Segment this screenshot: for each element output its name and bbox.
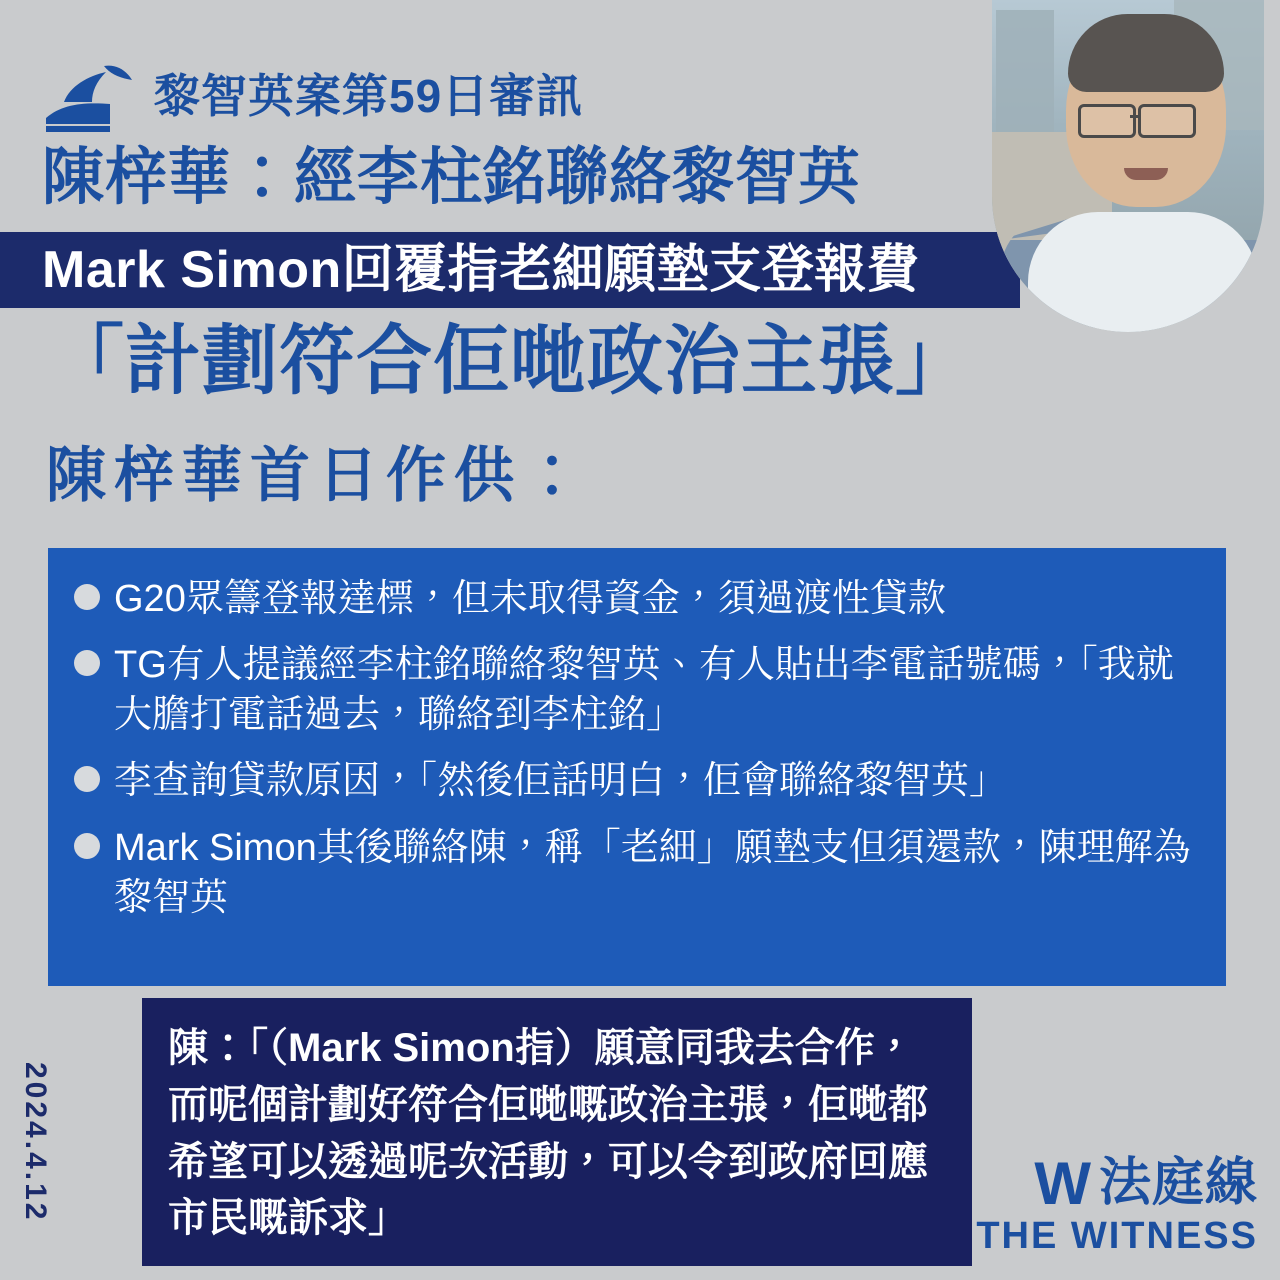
header-kicker-row (40, 58, 583, 134)
witness-w-icon: W (1034, 1150, 1089, 1217)
quote-box (142, 998, 972, 1266)
portrait-hair (1068, 14, 1224, 92)
brand-name-chinese: 法庭線 (1098, 1154, 1258, 1213)
quote-text: 陳：「（Mark Simon指）願意同我去合作，而呢個計劃好符合佢哋嘅政治主張，佢哋都希望可以透過呢次活動，可以令到政府回應市民嘅訴求」 (168, 1026, 928, 1241)
list-item-label: TG有人提議經李柱銘聯絡黎智英、有人貼出李電話號碼，「我就大膽打電話過去，聯絡到李柱銘」 (114, 644, 1174, 737)
brand-name-english: THE WITNESS (976, 1215, 1258, 1257)
portrait-mouth (1124, 168, 1168, 180)
bullet-dot-icon (74, 833, 100, 859)
list-item (74, 574, 1200, 624)
publication-date: 2024.4.12 (19, 1062, 52, 1223)
kicker-label: 黎智英案第59日審訊 (154, 70, 584, 122)
jimmy-lai-portrait (992, 0, 1264, 332)
headline-quote: 「計劃符合佢哋政治主張」 (48, 319, 972, 404)
testimony-bullet-box (48, 548, 1226, 986)
list-item-label: G20眾籌登報達標，但未取得資金，須過渡性貸款 (114, 578, 946, 620)
headline-leadin: 陳梓華首日作供： (46, 442, 590, 509)
bullet-dot-icon (74, 584, 100, 610)
bullet-dot-icon (74, 766, 100, 792)
portrait-glasses-right (1138, 104, 1196, 138)
list-item-label: Mark Simon其後聯絡陳，稱「老細」願墊支但須還款，陳理解為黎智英 (114, 826, 1191, 919)
portrait-glasses-bridge (1130, 115, 1140, 118)
list-item (74, 823, 1200, 923)
list-item-label: 李查詢貸款原因，「然後佢話明白，佢會聯絡黎智英」 (114, 760, 1008, 803)
portrait-glasses-left (1078, 104, 1136, 138)
witness-bird-logo-icon (40, 58, 136, 134)
bullet-dot-icon (74, 650, 100, 676)
list-item (74, 756, 1200, 806)
brand-lockup (976, 1150, 1258, 1258)
list-item (74, 640, 1200, 740)
portrait-shirt (1028, 212, 1258, 332)
headline-primary: 陳梓華：經李柱銘聯絡黎智英 (42, 143, 862, 212)
band-subheadline: Mark Simon回覆指老細願墊支登報費 (42, 241, 920, 299)
